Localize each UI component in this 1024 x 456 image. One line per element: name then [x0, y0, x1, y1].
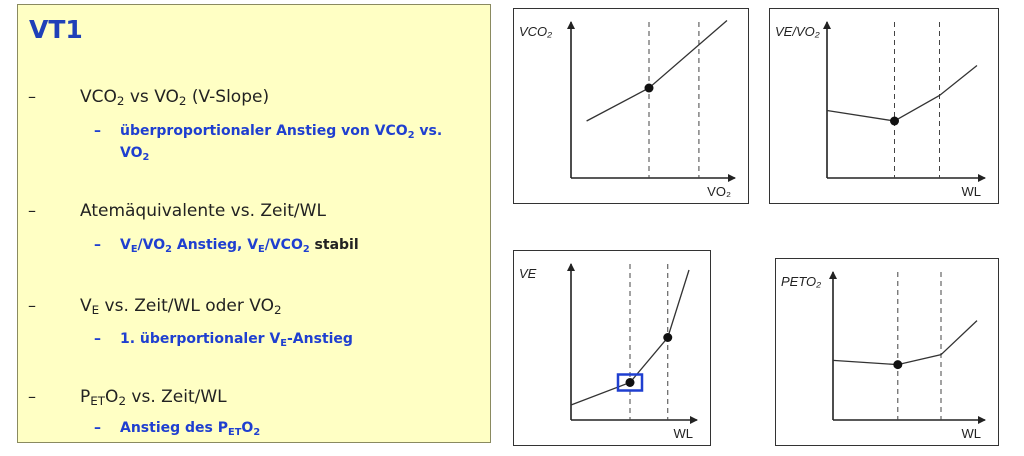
y-axis-label: PETO₂ — [781, 274, 822, 289]
x-axis-label: VO₂ — [707, 184, 731, 199]
sub-text: 1. überportionaler $V_E$-Anstieg — [120, 331, 353, 349]
y-axis-label: VE — [519, 266, 537, 281]
sub-dash: – — [94, 237, 101, 253]
sub-dash: – — [94, 420, 101, 436]
chart-ve-vo2-vs-wl — [769, 8, 999, 209]
bullet-text: $VCO_2$ vs $VO_2$ (V-Slope) — [80, 87, 270, 108]
threshold-point — [626, 378, 635, 387]
chart-peto2-vs-wl — [775, 258, 999, 451]
chart-frame — [514, 251, 711, 446]
y-axis-label: VCO₂ — [519, 24, 553, 39]
slide-text-panel — [17, 4, 491, 443]
chart-svg — [775, 258, 999, 446]
sub-dash: – — [94, 123, 101, 139]
sub-text: Anstieg des $P_{ET}O_2$ — [120, 420, 261, 438]
x-axis-label: WL — [673, 426, 693, 441]
chart-svg — [769, 8, 999, 204]
chart-svg — [513, 250, 711, 446]
bullet-dash: – — [28, 201, 36, 220]
bullet-dash: – — [28, 296, 36, 315]
chart-ve-vs-wl — [513, 250, 711, 451]
y-axis-label: VE/VO₂ — [775, 24, 820, 39]
threshold-point — [663, 333, 672, 342]
sub-text: $V_E/VO_2$ Anstieg, $V_E/VCO_2$ stabil — [120, 237, 359, 255]
bullet-text: $V_E$ vs. Zeit/WL oder $VO_2$ — [80, 296, 282, 317]
slide-title: VT1 — [29, 15, 83, 44]
sub-dash: – — [94, 331, 101, 347]
threshold-point — [893, 360, 902, 369]
x-axis-label: WL — [961, 184, 981, 199]
chart-svg — [513, 8, 749, 204]
bullet-text: Atemäquivalente vs. Zeit/WL — [80, 201, 326, 221]
sub-text-line1: überproportionaler Anstieg von $VCO_2$ vs. — [120, 123, 443, 141]
x-axis-label: WL — [961, 426, 981, 441]
bullet-dash: – — [28, 87, 36, 106]
threshold-point — [645, 84, 654, 93]
chart-vco2-vs-vo2 — [513, 8, 749, 209]
threshold-point — [890, 117, 899, 126]
bullet-dash: – — [28, 387, 36, 406]
sub-text-line2: $VO_2$ — [120, 145, 150, 163]
bullet-text: $P_{ET}O_2$ vs. Zeit/WL — [80, 387, 227, 408]
